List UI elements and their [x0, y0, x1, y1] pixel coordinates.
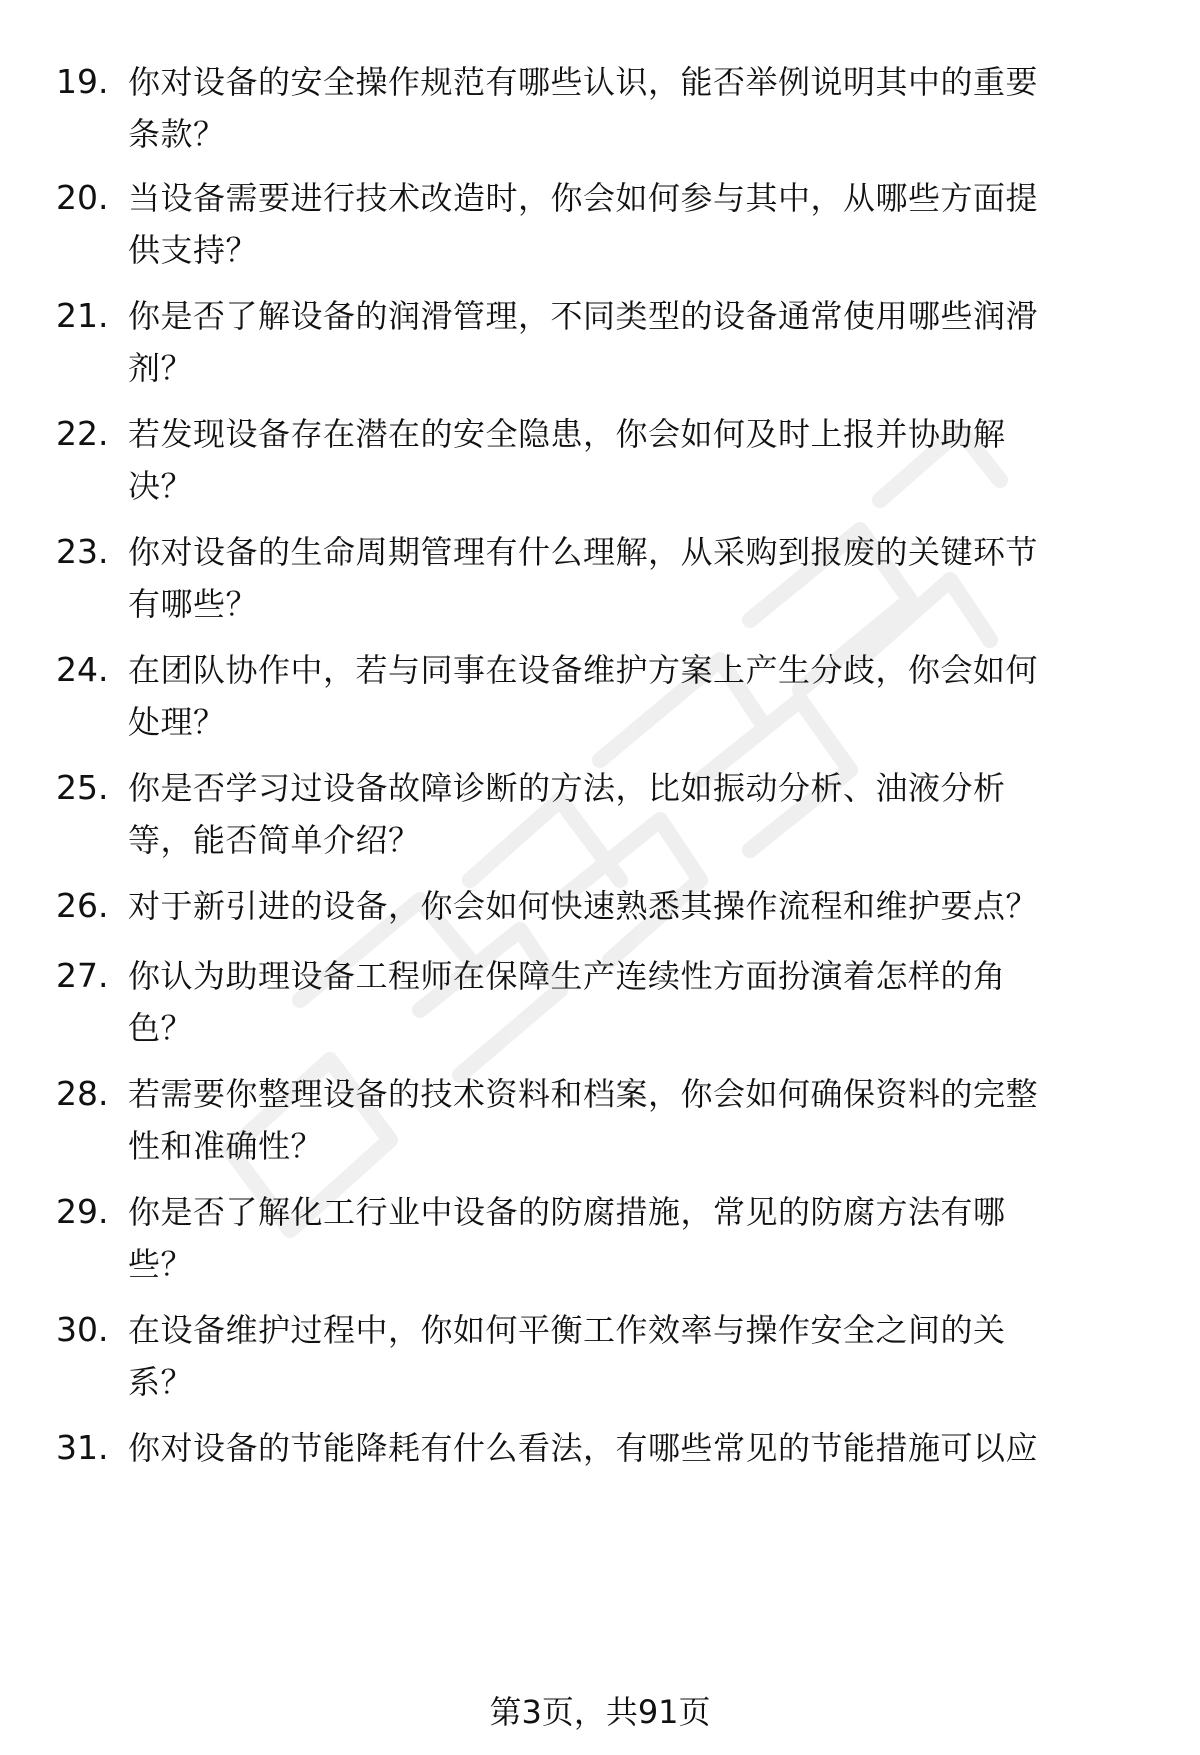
question-text: [128, 1068, 1138, 1172]
question-text: [128, 644, 1138, 748]
question-text: [128, 172, 1138, 276]
question-number: 25.: [56, 768, 109, 807]
question-text-line: 你对设备的生命周期管理有什么理解，从采购到报废的关键环节: [128, 533, 1039, 571]
question-text-line: 有哪些？: [128, 585, 259, 623]
question-text-line: 对于新引进的设备，你会如何快速熟悉其操作流程和维护要点？: [128, 887, 1039, 925]
question-text: [128, 1422, 1138, 1474]
question-text-line: 你认为助理设备工程师在保障生产连续性方面扮演着怎样的角: [128, 957, 1006, 995]
question-text-line: 剂？: [128, 349, 194, 387]
question-text-line: 在团队协作中，若与同事在设备维护方案上产生分歧，你会如何: [128, 651, 1039, 689]
question-text-line: 若发现设备存在潜在的安全隐患，你会如何及时上报并协助解: [128, 415, 1006, 453]
question-text: [128, 950, 1138, 1054]
question-text: [128, 1304, 1138, 1408]
question-number: 28.: [56, 1074, 109, 1113]
question-text-line: 性和准确性？: [128, 1127, 324, 1165]
question-number: 24.: [56, 650, 109, 689]
question-text: [128, 56, 1138, 160]
question-number: 19.: [56, 62, 109, 101]
question-text-line: 当设备需要进行技术改造时，你会如何参与其中，从哪些方面提: [128, 179, 1039, 217]
question-number: 23.: [56, 532, 109, 571]
question-text-line: 你对设备的安全操作规范有哪些认识，能否举例说明其中的重要: [128, 63, 1039, 101]
question-text-line: 处理？: [128, 703, 226, 741]
question-text-line: 你是否学习过设备故障诊断的方法，比如振动分析、油液分析: [128, 769, 1006, 807]
question-text-line: 系？: [128, 1363, 194, 1401]
question-text-line: 你对设备的节能降耗有什么看法，有哪些常见的节能措施可以应: [128, 1429, 1039, 1467]
question-text: [128, 408, 1138, 512]
question-number: 29.: [56, 1192, 109, 1231]
question-text-line: 决？: [128, 467, 194, 505]
question-number: 20.: [56, 178, 109, 217]
question-text-line: 若需要你整理设备的技术资料和档案，你会如何确保资料的完整: [128, 1075, 1039, 1113]
question-text: [128, 1186, 1138, 1290]
question-text-line: 些？: [128, 1245, 194, 1283]
question-number: 30.: [56, 1310, 109, 1349]
question-text-line: 你是否了解设备的润滑管理，不同类型的设备通常使用哪些润滑: [128, 297, 1039, 335]
question-text: [128, 880, 1138, 932]
question-text-line: 条款？: [128, 115, 226, 153]
question-text-line: 在设备维护过程中，你如何平衡工作效率与操作安全之间的关: [128, 1311, 1006, 1349]
question-text: [128, 526, 1138, 630]
question-number: 31.: [56, 1428, 109, 1467]
question-number: 27.: [56, 956, 109, 995]
question-text-line: 你是否了解化工行业中设备的防腐措施，常见的防腐方法有哪: [128, 1193, 1006, 1231]
page-number-footer: 第3页，共91页: [489, 1693, 711, 1731]
question-number: 22.: [56, 414, 109, 453]
question-number: 26.: [56, 886, 109, 925]
question-text: [128, 290, 1138, 394]
question-text-line: 色？: [128, 1009, 194, 1047]
question-number: 21.: [56, 296, 109, 335]
question-text-line: 等，能否简单介绍？: [128, 821, 421, 859]
question-text-line: 供支持？: [128, 231, 259, 269]
question-text: [128, 762, 1138, 866]
